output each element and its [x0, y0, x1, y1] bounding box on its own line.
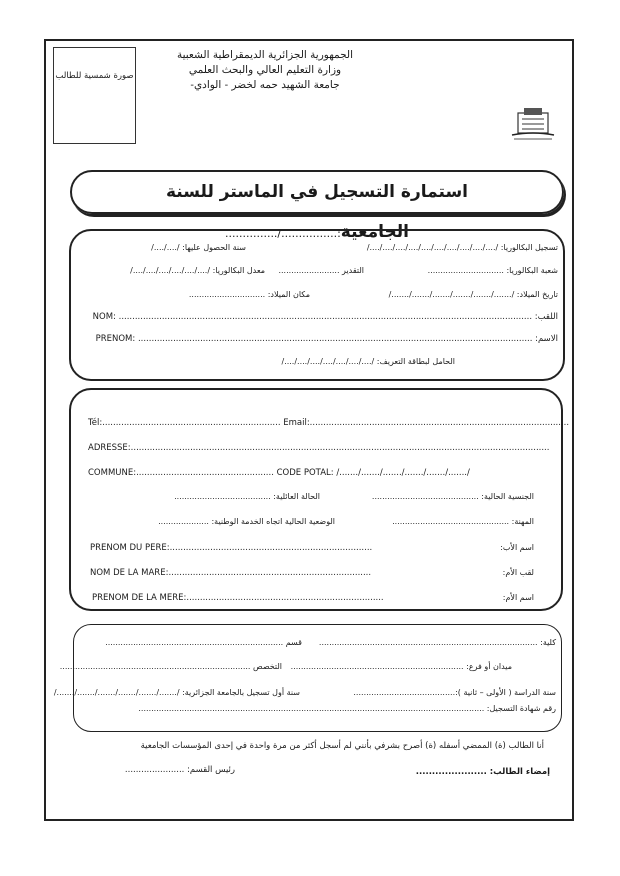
student-photo-box [53, 47, 136, 144]
marital-status-field[interactable]: الحالة العائلية: ...................................... [174, 492, 320, 501]
birth-date-field[interactable]: تاريخ الميلاد: /......./......./......./......./......./......./ [388, 290, 558, 299]
address-field[interactable]: ADRESSE:........................................................................................................................................................... [88, 443, 550, 453]
first-registration-field[interactable]: سنة أول تسجيل بالجامعة الجزائرية: /......./......./......./......./......./......./ [53, 688, 300, 697]
header-line3: جامعة الشهيد حمه لخضر - الوادي- [190, 79, 340, 91]
mother-firstname-field[interactable]: PRENOM DE LA MERE:......................................................................... [92, 593, 384, 603]
phone-email-field[interactable]: Tél:.................................................................. Email:................................................................................................ [88, 418, 570, 428]
academic-year-field[interactable]: :................/............... [224, 227, 341, 240]
faculty-field[interactable]: كلية: ...................................................................................... [318, 638, 556, 647]
lastname-field[interactable]: اللقب: ......................................................................................................................................................... :NOM [92, 312, 558, 322]
form-title [70, 170, 564, 242]
mother-lastname-field[interactable]: NOM DE LA MARE:........................................................................... [90, 568, 372, 578]
header-line1: الجمهورية الجزائرية الديمقراطية الشعبية [176, 49, 354, 61]
registration-certificate-field[interactable]: رقم شهادة التسجيل: ........................................................................................................................................ [138, 704, 556, 713]
profession-field[interactable]: المهنة: .............................................. [392, 517, 534, 526]
university-logo [510, 105, 556, 143]
birth-place-field[interactable]: مكان الميلاد: .............................. [188, 290, 310, 299]
specialty-field[interactable]: التخصص ........................................................................... [59, 662, 282, 671]
commune-postal-field[interactable]: COMMUNE:................................................... CODE POTAL: /......./......./......./......./......./......./ [88, 468, 470, 478]
bac-branch-field[interactable]: شعبة البكالوريا: .............................. [427, 266, 558, 275]
id-card-field[interactable]: الحامل لبطاقة التعريف: /..../..../..../..../..../..../..../ [281, 357, 455, 366]
study-year-field[interactable]: سنة الدراسة ( الأولى – ثانية ):........................................ [353, 688, 556, 697]
head-signature-field[interactable]: رئيس القسم: ...................... [124, 765, 235, 775]
header-line2: وزارة التعليم العالي والبحث العلمي [188, 64, 342, 76]
form-title-text: استمارة التسجيل في الماستر للسنة الجامعية [166, 182, 468, 242]
nationality-field[interactable]: الجنسية الحالية: .......................................... [371, 492, 534, 501]
military-status-field[interactable]: الوضعية الحالية اتجاه الخدمة الوطنية: .................... [158, 517, 335, 526]
mother-lastname-label: لقب الأم: [502, 568, 534, 577]
grade-field[interactable]: التقدير ........................ [278, 266, 364, 275]
bac-registration-field[interactable]: تسجيل البكالوريا: /..../..../..../..../..../..../..../..../..../..../ [366, 243, 558, 252]
firstname-field[interactable]: الاسم: .................................................................................................................................................. :PRENOM [95, 334, 558, 344]
department-field[interactable]: قسم ...................................................................... [105, 638, 302, 647]
institution-header [135, 48, 395, 93]
student-signature-field[interactable]: إمضاء الطالب: ...................... [415, 767, 550, 777]
declaration-text: أنا الطالب (ة) الممضي أسفله (ة) أصرح بشرفي بأنني لم أسجل أكثر من مرة واحدة في إحدى المؤسسات الجامعية [140, 741, 544, 751]
photo-label: صورة شمسية للطالب [55, 71, 134, 81]
mother-firstname-label: اسم الأم: [502, 593, 534, 602]
father-name-label: اسم الأب: [500, 543, 534, 552]
bac-year-field[interactable]: سنة الحصول عليها: /..../..../ [151, 243, 246, 252]
bac-average-field[interactable]: معدل البكالوريا: /..../..../..../..../..../..../ [130, 266, 265, 275]
field-branch-field[interactable]: ميدان أو فرع: .................................................................... [290, 662, 512, 671]
father-name-field[interactable]: PRENOM DU PERE:........................................................................... [90, 543, 373, 553]
